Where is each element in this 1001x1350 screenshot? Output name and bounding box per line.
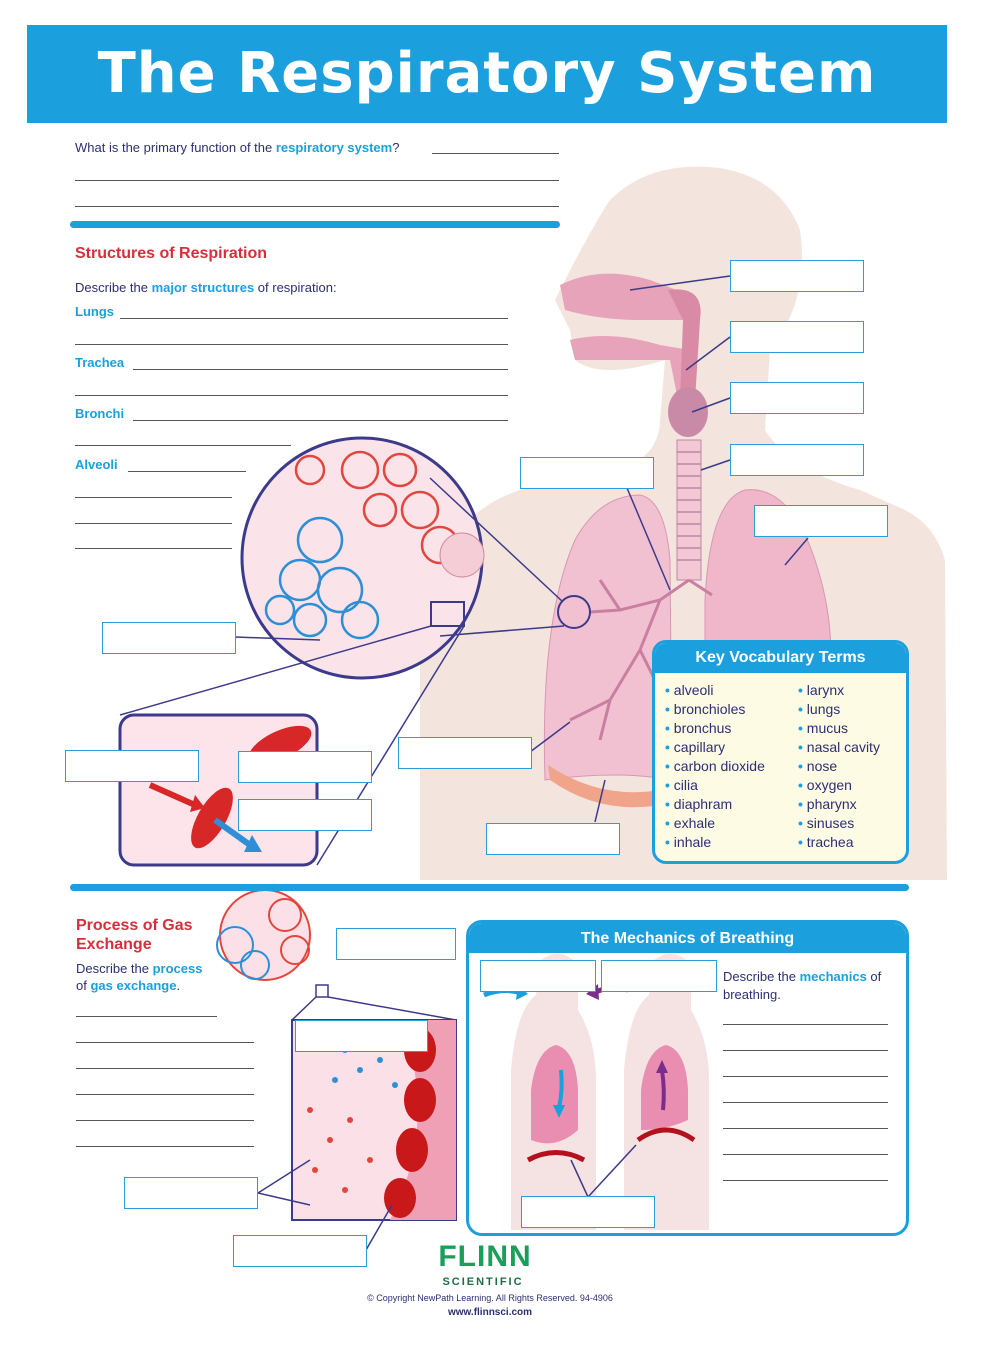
primary-function-question: What is the primary function of the respiratory system? [75,140,400,155]
label-box-carbon-dioxide[interactable] [238,799,372,831]
website-link[interactable]: www.flinnsci.com [447,1307,533,1318]
vocab-term: • diaphram [665,795,765,814]
brand-subtitle: SCIENTIFIC [442,1276,524,1288]
vocab-list-1 [665,681,765,852]
term-trachea: Trachea [75,355,125,370]
answer-line[interactable] [75,548,232,549]
vocab-term: • trachea [798,833,880,852]
answer-line[interactable] [75,497,232,498]
label-box-oxygen[interactable] [238,751,372,783]
copyright: © Copyright NewPath Learning. All Rights Reserved. 94-4906 [367,1293,613,1303]
answer-line[interactable] [133,420,508,421]
brand-logo: FLINN [438,1240,532,1273]
vocab-term: • nasal cavity [798,738,880,757]
alveolus-cluster [217,890,310,980]
answer-line[interactable] [76,1016,217,1017]
structures-heading: Structures of Respiration [75,245,268,262]
label-box-trachea[interactable] [730,444,864,476]
vocab-term: • pharynx [798,795,880,814]
label-box-nasal-cavity[interactable] [730,260,864,292]
vocab-term: • capillary [665,738,765,757]
gas-exchange-prompt: Describe the process of gas exchange. [76,961,203,993]
answer-line[interactable] [76,1146,254,1147]
vocab-term: • larynx [798,681,880,700]
answer-line[interactable] [128,471,246,472]
section-divider [70,884,909,891]
label-box-capillary[interactable] [65,750,199,782]
trachea [677,440,701,580]
vocab-heading: Key Vocabulary Terms [655,643,906,673]
label-box-air-sac[interactable] [124,1177,258,1209]
vocab-list-2 [798,681,880,852]
label-box-alveolus[interactable] [336,928,456,960]
answer-line[interactable] [76,1042,254,1043]
label-box-exhale[interactable] [601,960,717,992]
vocab-term: • bronchioles [665,700,765,719]
answer-line[interactable] [723,1154,888,1155]
vocab-term: • bronchus [665,719,765,738]
label-box-bronchioles[interactable] [398,737,532,769]
answer-line[interactable] [723,1180,888,1181]
label-box-inhale[interactable] [480,960,596,992]
label-box-diaphragm-2[interactable] [521,1196,655,1228]
label-box-bronchus[interactable] [520,457,654,489]
answer-line[interactable] [76,1120,254,1121]
answer-line[interactable] [76,1094,254,1095]
answer-line[interactable] [75,344,508,345]
answer-line[interactable] [723,1128,888,1129]
answer-line[interactable] [75,523,232,524]
gas-exchange-heading: Process of Gas Exchange [76,917,193,953]
label-box-larynx[interactable] [730,382,864,414]
larynx [668,387,708,437]
answer-line[interactable] [133,369,508,370]
vocab-term: • carbon dioxide [665,757,765,776]
vocab-term: • lungs [798,700,880,719]
answer-line[interactable] [120,318,508,319]
term-alveoli: Alveoli [75,457,118,472]
answer-line[interactable] [723,1076,888,1077]
vocab-box [652,640,909,864]
answer-line[interactable] [75,395,508,396]
mechanics-prompt: Describe the mechanics of breathing. [723,969,882,1002]
label-box-pharynx[interactable] [730,321,864,353]
term-bronchi: Bronchi [75,406,125,421]
vocab-term: • sinuses [798,814,880,833]
label-box-diaphragm[interactable] [486,823,620,855]
vocab-term: • nose [798,757,880,776]
vocab-term: • alveoli [665,681,765,700]
answer-line[interactable] [723,1050,888,1051]
term-lungs: Lungs [75,304,114,319]
vocab-term: • oxygen [798,776,880,795]
label-box-lung[interactable] [754,505,888,537]
page-title: The Respiratory System [97,41,877,106]
label-box-capillary-wall[interactable] [295,1020,428,1052]
vocab-term: • mucus [798,719,880,738]
structures-prompt: Describe the major structures of respiration: [75,280,337,295]
label-box-alveoli[interactable] [102,622,236,654]
vocab-term: • inhale [665,833,765,852]
answer-line[interactable] [75,445,291,446]
answer-line[interactable] [723,1024,888,1025]
answer-line[interactable] [723,1102,888,1103]
answer-line[interactable] [76,1068,254,1069]
label-box-red-blood-cell[interactable] [233,1235,367,1267]
mechanics-heading: The Mechanics of Breathing [469,923,906,953]
vocab-term: • exhale [665,814,765,833]
vocab-term: • cilia [665,776,765,795]
